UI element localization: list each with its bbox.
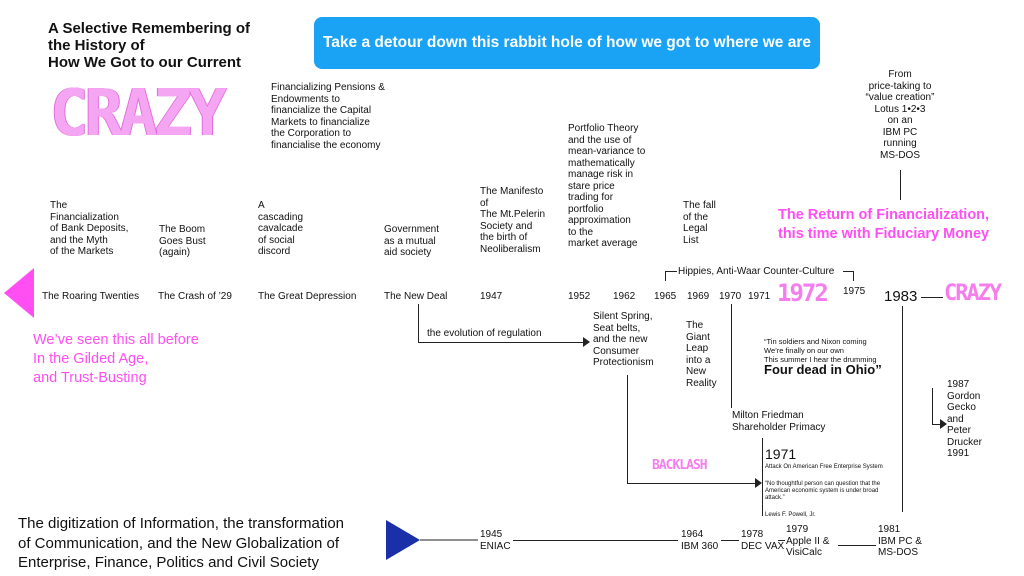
left-arrow-icon [0,262,40,322]
friedman-note: Milton Friedman Shareholder Primacy [732,410,826,433]
silent-spring: Silent Spring, Seat belts, and the new Consumer Protectionism [593,311,654,368]
giant-leap: The Giant Leap into a New Reality [686,320,717,389]
hippies-bracket-right [853,271,854,281]
regulation-line-vertical [418,304,419,342]
bottom-line-1 [513,540,678,541]
timeline-1975: 1975 [843,286,866,297]
friedman-line [731,304,732,408]
gilded-age-note: We’ve seen this all before In the Gilded Age, and Trust-Busting [33,332,199,386]
timeline-1972: 1972 [777,279,827,307]
hippies-bracket-left [665,271,666,281]
timeline-newdeal: The New Deal [384,291,448,302]
bottom-line-2 [721,540,739,541]
label-price-taking: From price-taking to “value creation” Lotus 1•2•3 on an IBM PC running MS-DOS [865,69,935,161]
eniac: 1945 ENIAC [480,529,511,552]
digitization-note: The digitization of Information, the transformation of Communication, and the New Globalization of Enterprise, Finance, Politics and Civil Society [18,515,345,571]
regulation-line-horizontal [418,342,586,343]
label-manifesto: The Manifesto of The Mt.Pelerin Society and the birth of Neoliberalism [480,186,546,255]
label-boom: The Boom Goes Bust (again) [159,224,206,258]
bottom-line-4 [838,545,876,546]
ibm360: 1964 IBM 360 [681,529,719,552]
timeline-1970: 1970 [719,291,742,302]
return-financialization: The Return of Financialization, this time with Fiduciary Money [778,207,990,242]
powell-author: Lewis F. Powell, Jr. [765,512,816,518]
gekko-note: 1987 Gordon Gecko and Peter Drucker 1991 [947,379,983,459]
label-cascading: A cascading cavalcade of social discord [258,200,304,257]
gekko-line-vertical [932,388,933,424]
hippies-bracket-top-left [665,271,677,272]
connector-1983-top [900,170,901,200]
powell-quote: “No thoughtful person can question that the American economic system is under broad attack.” [765,481,881,501]
ohio-headline: Four dead in Ohio” [764,362,882,377]
decvax: 1978 DEC VAX [741,529,785,552]
regulation-arrow-icon [583,337,591,347]
powell-line [762,438,763,516]
page-title: A Selective Remembering of the History of How We Got to our Current [48,20,251,71]
backlash-line-vertical [627,375,628,483]
hippies-bracket-top-right [843,271,853,272]
label-financialization: The Financialization of Bank Deposits, and the Myth of the Markets [50,200,129,257]
detour-button[interactable]: Take a detour down this rabbit hole of how we got to where we are [314,17,820,69]
backlash-line-horizontal [627,483,757,484]
timeline-crash: The Crash of ’29 [158,291,232,302]
timeline-1952: 1952 [568,291,591,302]
backlash-label: BACKLASH [652,458,707,473]
crazy-logo: CRAZY [50,77,223,151]
timeline-1962: 1962 [613,291,636,302]
label-legal: The fall of the Legal List [683,200,716,246]
evolution-label: the evolution of regulation [427,328,542,339]
line-1983-down [902,306,903,512]
top-note: Financializing Pensions & Endowments to financialize the Capital Markets to financialize the Corporation to financialise the economy [271,82,385,151]
timeline-1983: 1983 [884,288,918,305]
timeline-roaring: The Roaring Twenties [42,291,140,302]
right-arrow-icon [382,514,478,566]
ibm-pc: 1981 IBM PC & MS-DOS [878,524,922,558]
crazy-small: CRAZY [944,281,1001,306]
powell-year: 1971 [765,446,797,462]
powell-subtitle: Attack On American Free Enterprise System [765,464,883,470]
timeline-1965: 1965 [654,291,677,302]
timeline-1969: 1969 [687,291,710,302]
connector-crazy [921,297,943,298]
hippies-label: Hippies, Anti-Waar Counter-Culture [678,266,835,277]
label-portfolio: Portfolio Theory and the use of mean-variance to mathematically manage risk in stare price trading for portfolio approximation to the market average [568,123,646,249]
label-government: Government as a mutual aid society [384,224,440,258]
timeline-1947: 1947 [480,291,503,302]
timeline-1971: 1971 [748,291,771,302]
ohio-lyrics: “Tin soldiers and Nixon coming We’re finally on our own This summer I hear the drumming [764,337,877,364]
apple-visicalc: 1979 Apple II & VisiCalc [786,524,830,558]
bottom-line-3 [778,540,785,541]
timeline-depression: The Great Depression [258,291,357,302]
